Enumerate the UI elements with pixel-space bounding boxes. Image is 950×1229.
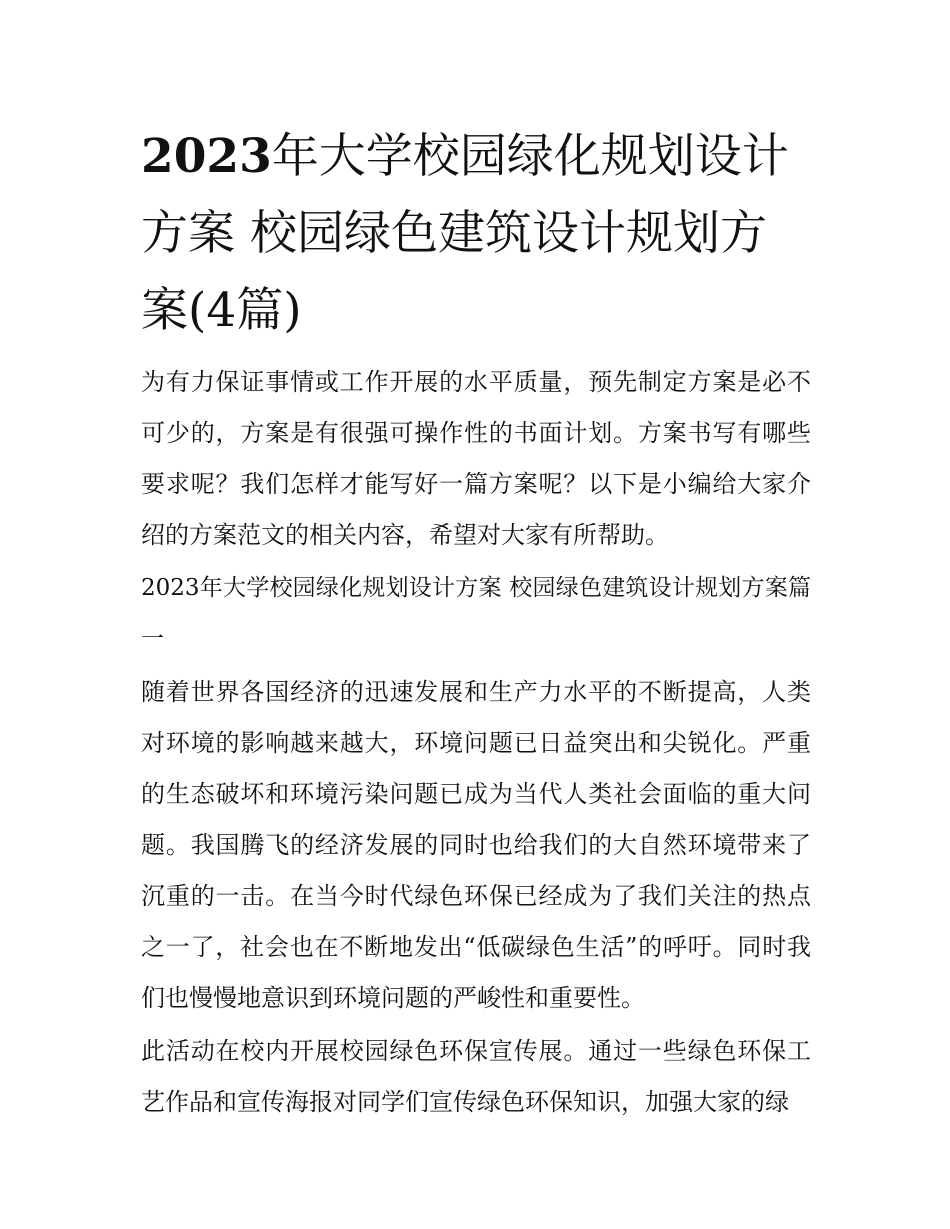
intro-paragraph: 为有力保证事情或工作开展的水平质量，预先制定方案是必不可少的，方案是有很强可操作性的书面计划。方案书写有哪些要求呢？我们怎样才能写好一篇方案呢？以下是小编给大家介绍的方案范文的相关内容，希望对大家有所帮助。	[141, 368, 811, 549]
document-body	[141, 118, 811, 1130]
section-heading: 2023年大学校园绿化规划设计方案 校园绿色建筑设计规划方案篇一	[141, 575, 811, 652]
document-title	[141, 118, 811, 349]
title-year: 2023	[141, 129, 272, 184]
body-paragraph: 此活动在校内开展校园绿色环保宣传展。通过一些绿色环保工艺作品和宣传海报对同学们宣传绿色环保知识，加强大家的绿	[141, 1037, 811, 1116]
title-text: 年大学校园绿化规划设计方案 校园绿色建筑设计规划方案(4篇)	[141, 129, 789, 338]
body-paragraph: 随着世界各国经济的迅速发展和生产力水平的不断提高，人类对环境的影响越来越大，环境问题已日益突出和尖锐化。严重的生态破坏和环境污染问题已成为当代人类社会面临的重大问题。我国腾飞的经济发展的同时也给我们的大自然环境带来了沉重的一击。在当今时代绿色环保已经成为了我们关注的热点之一了，社会也在不断地发出“低碳绿色生活”的呼吁。同时我们也慢慢地意识到环境问题的严峻性和重要性。	[141, 678, 811, 1012]
